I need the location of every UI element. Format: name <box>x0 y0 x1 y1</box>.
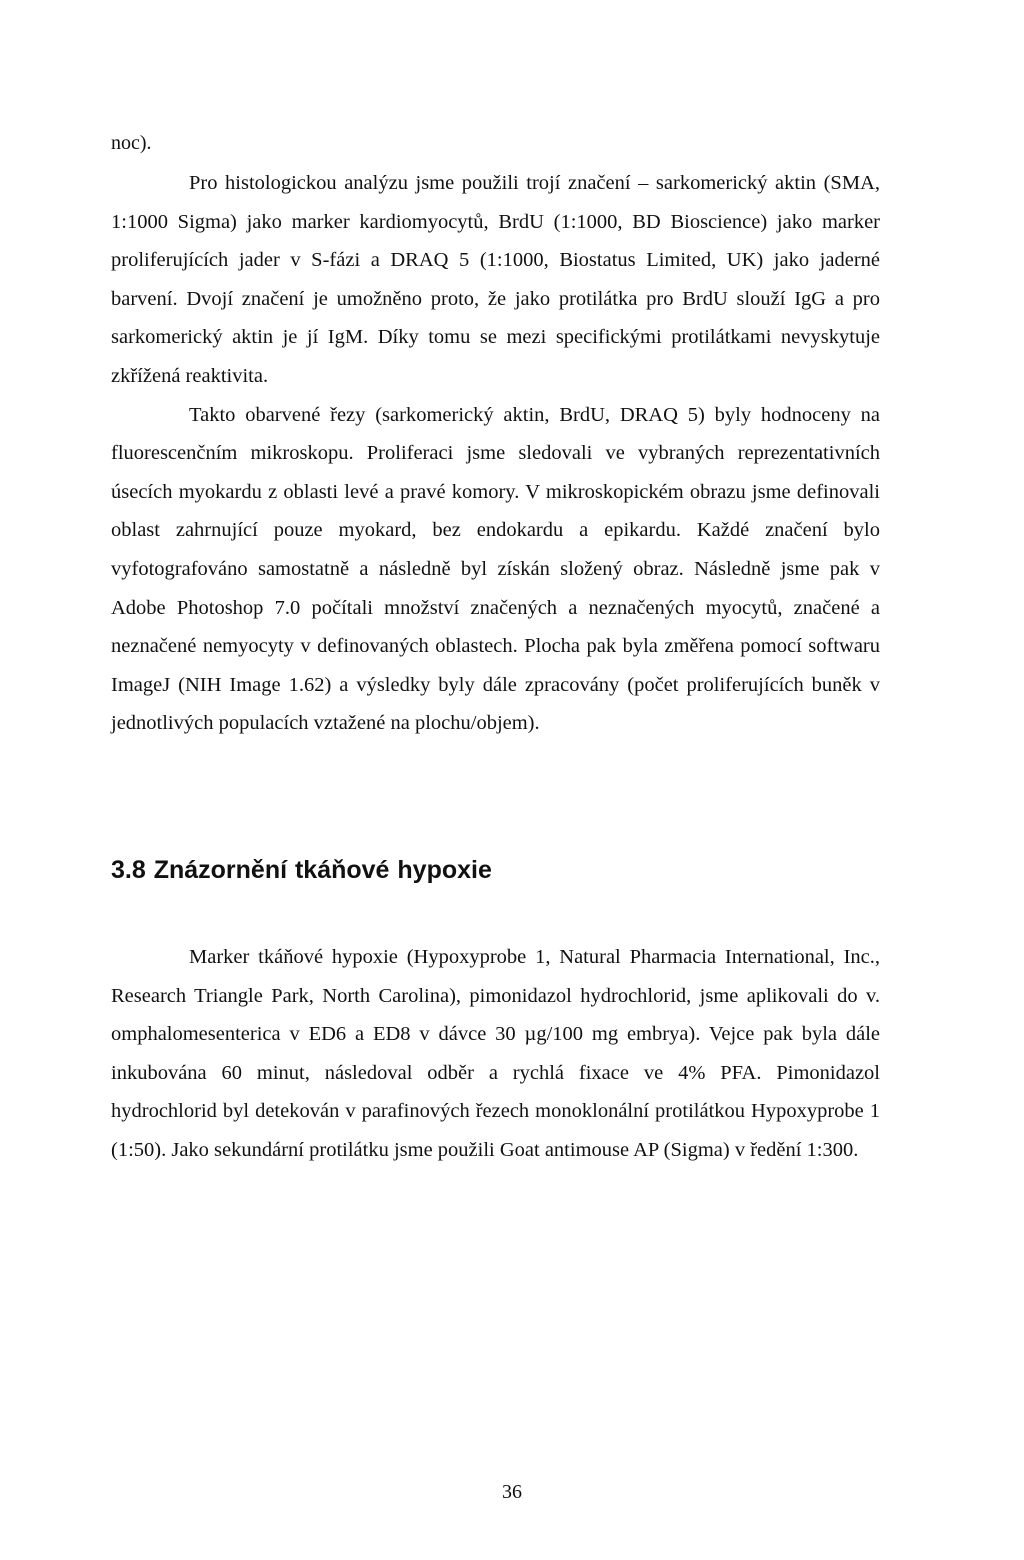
section-heading: 3.8 Znázornění tkáňové hypoxie <box>111 856 492 884</box>
paragraph-proliferation-analysis: Takto obarvené řezy (sarkomerický aktin, BrdU, DRAQ 5) byly hodnoceny na fluorescenčním mikroskopu. Proliferaci jsme sledovali ve vybraných reprezentativních úsecích myokardu z oblasti levé a pravé komory. V mikroskopickém obrazu jsme definovali oblast zahrnující pouze myokard, bez endokardu a epikardu. Každé značení bylo vyfotografováno samostatně a následně byl získán složený obraz. Následně jsme pak v Adobe Photoshop 7.0 počítali množství značených a neznačených myocytů, značené a neznačené nemyocyty v definovaných oblastech. Plocha pak byla změřena pomocí softwaru ImageJ (NIH Image 1.62) a výsledky byly dále zpracovány (počet proliferujících buněk v jednotlivých populacích vztažené na plochu/objem). <box>111 403 880 735</box>
page-number: 36 <box>502 1481 522 1503</box>
section-body-staining <box>111 164 880 743</box>
continued-text-fragment: noc). <box>111 132 152 154</box>
paragraph-hypoxia-marker: Marker tkáňové hypoxie (Hypoxyprobe 1, Natural Pharmacia International, Inc., Research Triangle Park, North Carolina), pimonidazol hydrochlorid, jsme aplikovali do v. omphalomesenterica v ED6 a ED8 v dávce 30 µg/100 mg embrya). Vejce pak byla dále inkubována 60 minut, následoval odběr a rychlá fixace ve 4% PFA. Pimonidazol hydrochlorid byl detekován v parafinových řezech monoklonální protilátkou Hypoxyprobe 1 (1:50). Jako sekundární protilátku jsme použili Goat antimouse AP (Sigma) v ředění 1:300. <box>111 946 880 1161</box>
section-body-hypoxia <box>111 938 880 1170</box>
paragraph-staining-method: Pro histologickou analýzu jsme použili trojí značení – sarkomerický aktin (SMA, 1:1000 Sigma) jako marker kardiomyocytů, BrdU (1:1000, BD Bioscience) jako marker proliferujících jader v S-fázi a DRAQ 5 (1:1000, Biostatus Limited, UK) jako jaderné barvení. Dvojí značení je umožněno proto, že jako protilátka pro BrdU slouží IgG a pro sarkomerický aktin je jí IgM. Díky tomu se mezi specifickými protilátkami nevyskytuje zkřížená reaktivita. <box>111 172 880 387</box>
